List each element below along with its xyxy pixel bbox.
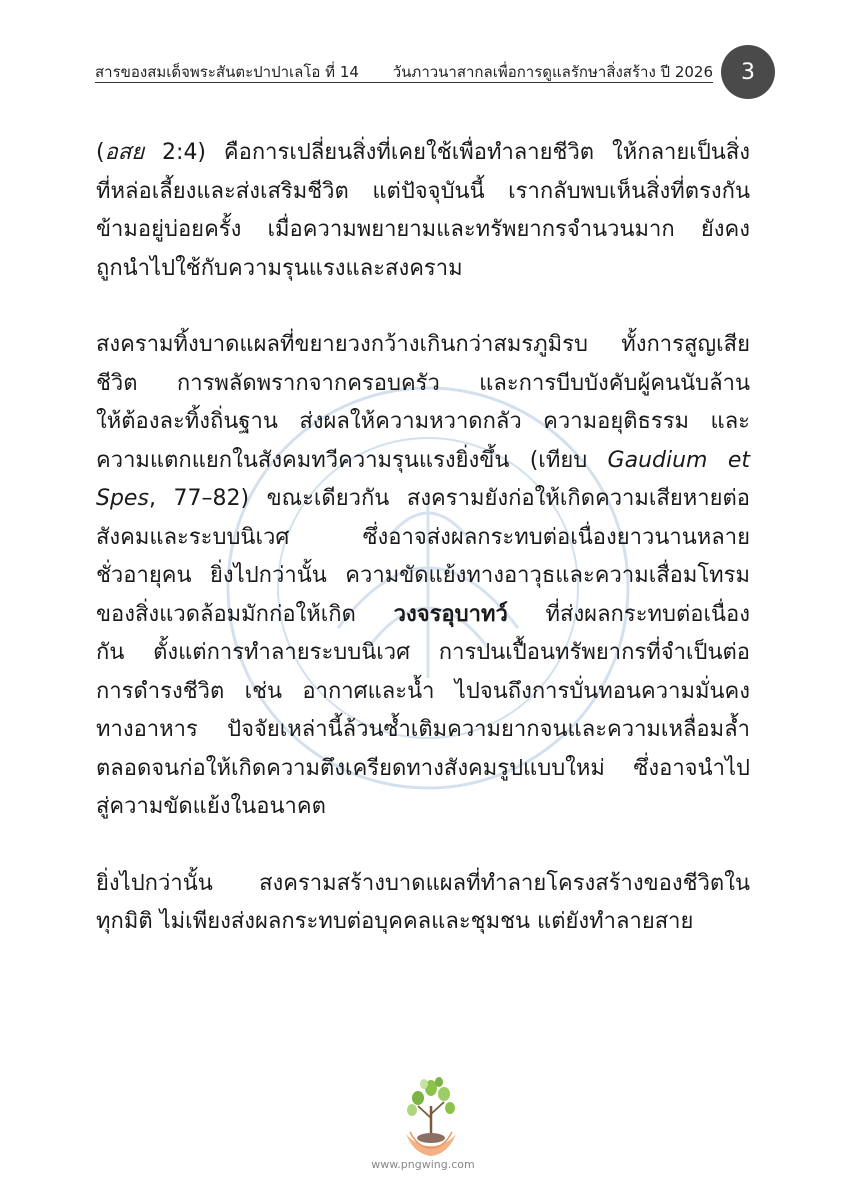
text-line xyxy=(96,519,750,558)
text-segment: ที่หล่อเลี้ยงและส่งเสริมชีวิต แต่ปัจจุบันนี้ เรากลับพบเห็นสิ่งที่ตรงกัน xyxy=(96,178,750,204)
text-segment: , 77–82) ขณะเดียวกัน สงครามยังก่อให้เกิดความเสียหายต่อ xyxy=(148,486,750,511)
text-segment: ทุกมิติ ไม่เพียงส่งผลกระทบต่อบุคคลและชุมชน แต่ยังทำลายสาย xyxy=(96,909,694,934)
image-credit: www.pngwing.com xyxy=(371,1158,475,1171)
text-segment: ถูกนำไปใช้กับความรุนแรงและสงคราม xyxy=(96,255,463,281)
text-line xyxy=(96,134,750,173)
text-line xyxy=(96,173,750,212)
text-segment: ของสิ่งแวดล้อมมักก่อให้เกิด xyxy=(96,601,394,627)
text-line xyxy=(96,596,750,635)
text-line xyxy=(96,711,750,750)
page-number: 3 xyxy=(741,59,755,85)
paragraph xyxy=(96,865,750,942)
text-line xyxy=(96,634,750,673)
text-line xyxy=(96,673,750,712)
text-segment: ยิ่งไปกว่านั้น สงครามสร้างบาดแผลที่ทำลายโครงสร้างของชีวิตใน xyxy=(96,870,750,896)
italic-reference: อสย xyxy=(104,140,145,165)
text-line xyxy=(96,865,750,904)
text-segment: ชั่วอายุคน ยิ่งไปกว่านั้น ความขัดแย้งทางอาวุธและความเสื่อมโทรม xyxy=(96,563,750,588)
text-segment: ( xyxy=(96,140,105,165)
bold-term: วงจรอุบาทว์ xyxy=(393,601,508,627)
text-segment: สังคมและระบบนิเวศ ซึ่งอาจส่งผลกระทบต่อเนื่องยาวนานหลาย xyxy=(96,524,750,550)
paragraph xyxy=(96,134,750,288)
text-segment: ตลอดจนก่อให้เกิดความตึงเครียดทางสังคมรูปแบบใหม่ ซึ่งอาจนำไป xyxy=(96,755,750,781)
text-line xyxy=(96,903,750,942)
running-header xyxy=(95,58,713,83)
text-segment: ทางอาหาร ปัจจัยเหล่านี้ล้วนซ้ำเติมความยากจนและความเหลื่อมล้ำ xyxy=(96,717,750,742)
text-line xyxy=(96,250,750,289)
text-segment: ที่ส่งผลกระทบต่อเนื่อง xyxy=(507,601,750,627)
text-line xyxy=(96,365,750,404)
text-line xyxy=(96,480,750,519)
text-segment: 2:4) คือการเปลี่ยนสิ่งที่เคยใช้เพื่อทำลายชีวิต ให้กลายเป็นสิ่ง xyxy=(144,140,750,165)
page-number-badge xyxy=(721,45,775,99)
text-segment: ความแตกแยกในสังคมทวีความรุนแรงยิ่งขึ้น (เทียบ xyxy=(96,447,608,473)
header-document-title: สารของสมเด็จพระสันตะปาปาเลโอ ที่ 14 xyxy=(95,63,359,81)
text-segment: สู่ความขัดแย้งในอนาคต xyxy=(96,794,326,819)
italic-reference: Gaudium et xyxy=(607,447,750,473)
text-segment: ชีวิต การพลัดพรากจากครอบครัว และการบีบบังคับผู้คนนับล้าน xyxy=(96,370,750,396)
text-segment: การดำรงชีวิต เช่น อากาศและน้ำ ไปจนถึงการบั่นทอนความมั่นคง xyxy=(96,678,750,704)
paragraph xyxy=(96,326,750,827)
text-line xyxy=(96,442,750,481)
text-segment: ให้ต้องละทิ้งถิ่นฐาน ส่งผลให้ความหวาดกลัว ความอยุติธรรม และ xyxy=(96,409,750,434)
text-line xyxy=(96,788,750,827)
italic-reference: Spes xyxy=(96,486,149,511)
text-line xyxy=(96,557,750,596)
tree-in-hands-icon xyxy=(400,1076,462,1158)
text-line xyxy=(96,211,750,250)
text-segment: สงครามทิ้งบาดแผลที่ขยายวงกว้างเกินกว่าสมรภูมิรบ ทั้งการสูญเสีย xyxy=(96,332,750,357)
header-event-title: วันภาวนาสากลเพื่อการดูแลรักษาสิ่งสร้าง ปี 2026 xyxy=(392,63,713,81)
text-line xyxy=(96,750,750,789)
text-segment: กัน ตั้งแต่การทำลายระบบนิเวศ การปนเปื้อนทรัพยากรที่จำเป็นต่อ xyxy=(96,640,750,665)
text-segment: ข้ามอยู่บ่อยครั้ง เมื่อความพยายามและทรัพยากรจำนวนมาก ยังคง xyxy=(96,217,750,242)
text-line xyxy=(96,326,750,365)
body-text xyxy=(96,134,750,942)
text-line xyxy=(96,403,750,442)
